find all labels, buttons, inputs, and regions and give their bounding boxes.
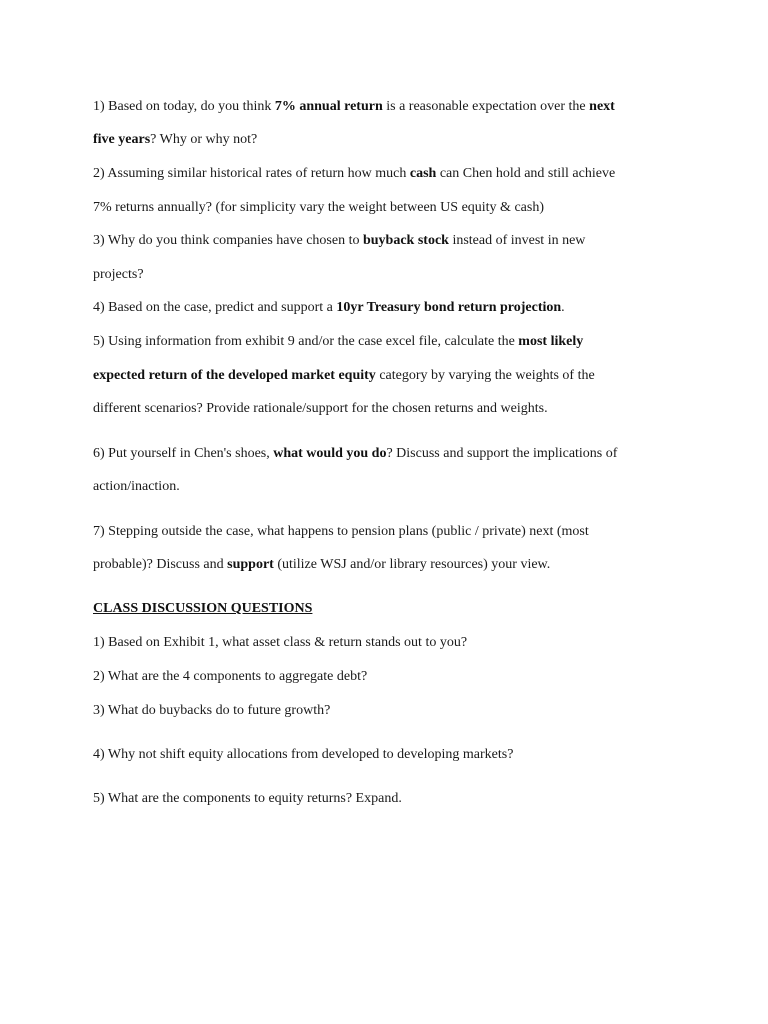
question-2-text: 2) Assuming similar historical rates of return how much — [93, 166, 410, 181]
question-3-text: 3) Why do you think companies have chosen to — [93, 233, 363, 248]
question-1-text: ? Why or why not? — [150, 132, 258, 147]
question-1-text: is a reasonable expectation over the — [382, 99, 590, 114]
question-6-emphasis: what would you do — [273, 446, 387, 461]
question-7-text: (utilize WSJ and/or library resources) your view. — [273, 557, 551, 572]
question-4-text: . — [561, 300, 565, 315]
question-6-line-2 — [93, 479, 180, 495]
question-3-line-2 — [93, 267, 144, 283]
discussion-item-text: 1) Based on Exhibit 1, what asset class & return stands out to you? — [93, 635, 468, 650]
discussion-item-text: 4) Why not shift equity allocations from developed to developing markets? — [93, 747, 514, 762]
question-1-emphasis: five years — [93, 132, 151, 147]
question-2-line-1 — [93, 166, 615, 182]
question-1-emphasis: 7% annual return — [274, 99, 383, 114]
question-3-emphasis: buyback stock — [362, 233, 449, 248]
discussion-item-text: 5) What are the components to equity returns? Expand. — [93, 791, 402, 806]
question-5-line-1 — [93, 334, 583, 350]
question-7-emphasis: support — [227, 557, 274, 572]
question-7-line-1 — [93, 524, 589, 540]
question-4-emphasis: 10yr Treasury bond return projection — [336, 300, 562, 315]
discussion-item — [93, 703, 330, 719]
question-3-line-1 — [93, 233, 585, 249]
question-4-text: 4) Based on the case, predict and support a — [93, 300, 337, 315]
discussion-item-text: 2) What are the 4 components to aggregate debt? — [93, 669, 368, 684]
question-3-text: projects? — [93, 267, 144, 282]
question-5-line-2 — [93, 368, 595, 384]
question-5-line-3 — [93, 401, 548, 417]
section-heading: CLASS DISCUSSION QUESTIONS — [93, 601, 313, 616]
question-2-line-2 — [93, 200, 544, 216]
question-6-line-1 — [93, 446, 617, 462]
discussion-item-text: 3) What do buybacks do to future growth? — [93, 703, 331, 718]
question-5-text: 5) Using information from exhibit 9 and/or the case excel file, calculate the — [93, 334, 519, 349]
discussion-item — [93, 791, 402, 807]
question-1-line-1 — [93, 99, 615, 115]
discussion-item — [93, 747, 513, 763]
question-1-text: 1) Based on today, do you think — [93, 99, 275, 114]
question-5-emphasis: expected return of the developed market equity — [93, 368, 376, 383]
question-6-text: action/inaction. — [93, 479, 180, 494]
question-2-emphasis: cash — [409, 166, 437, 181]
question-3-text: instead of invest in new — [448, 233, 586, 248]
question-2-text: can Chen hold and still achieve — [436, 166, 616, 181]
question-7-line-2 — [93, 557, 550, 573]
question-1-emphasis: next — [589, 99, 615, 114]
class-discussion-heading — [93, 601, 312, 617]
discussion-item — [93, 635, 467, 651]
question-7-text: probable)? Discuss and — [93, 557, 228, 572]
question-5-emphasis: most likely — [518, 334, 584, 349]
question-6-text: ? Discuss and support the implications of — [386, 446, 618, 461]
question-5-text: category by varying the weights of the — [375, 368, 595, 383]
question-5-text: different scenarios? Provide rationale/support for the chosen returns and weights. — [93, 401, 548, 416]
question-1-line-2 — [93, 132, 257, 148]
question-2-text: 7% returns annually? (for simplicity vary the weight between US equity & cash) — [93, 200, 544, 215]
question-6-text: 6) Put yourself in Chen's shoes, — [93, 446, 274, 461]
question-4-line-1 — [93, 300, 565, 316]
discussion-item — [93, 669, 367, 685]
question-7-text: 7) Stepping outside the case, what happens to pension plans (public / private) next (most — [93, 524, 589, 539]
